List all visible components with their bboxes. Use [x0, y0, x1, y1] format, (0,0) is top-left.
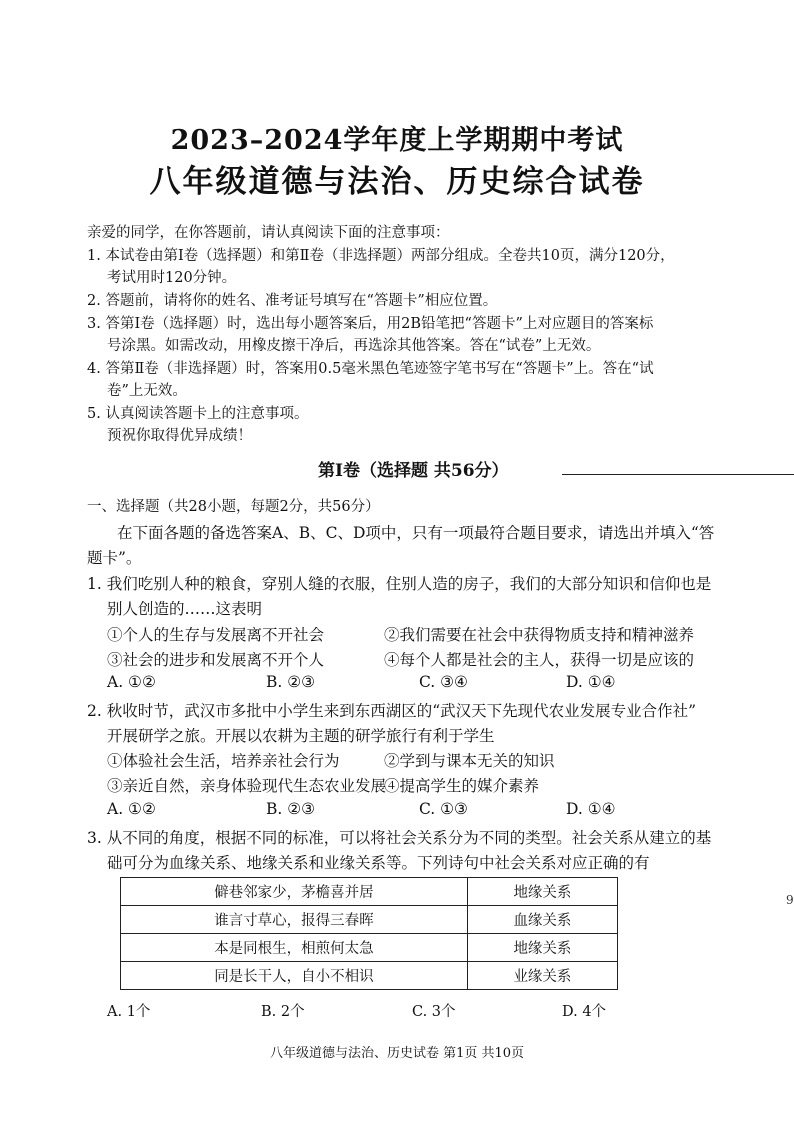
- notice-item-3: 3. 答第Ⅰ卷（选择题）时，选出每小题答案后，用2B铅笔把“答题卡”上对应题目的答案标: [87, 316, 654, 332]
- part-heading: 一、选择题（共28小题，每题2分，共56分）: [87, 499, 380, 515]
- notice-item-5: 5. 认真阅读答题卡上的注意事项。: [87, 406, 309, 422]
- poem-relation-table: [120, 877, 618, 990]
- question-stem: 础可分为血缘关系、地缘关系和业缘关系等。下列诗句中社会关系对应正确的有: [107, 854, 650, 872]
- relation-cell: 地缘关系: [467, 934, 617, 962]
- option-d: D. 4个: [562, 1004, 607, 1020]
- option-d: D. ①④: [566, 800, 616, 818]
- option-b: B. 2个: [261, 1004, 305, 1020]
- option-c: C. 3个: [412, 1004, 456, 1020]
- option-c: C. ①③: [419, 800, 468, 818]
- table-row: [121, 878, 618, 906]
- relation-cell: 业缘关系: [467, 962, 617, 990]
- option-a: A. 1个: [107, 1004, 151, 1020]
- question-stem: 3. 从不同的角度，根据不同的标准，可以将社会关系分为不同的类型。社会关系从建立的基: [87, 829, 712, 847]
- question-stem: 1. 我们吃别人种的粮食，穿别人缝的衣服，住别人造的房子，我们的大部分知识和信仰也是: [87, 575, 712, 593]
- option-b: B. ②③: [266, 673, 316, 691]
- notice-item-1: 1. 本试卷由第Ⅰ卷（选择题）和第Ⅱ卷（非选择题）两部分组成。全卷共10页，满分120分，: [87, 248, 675, 264]
- instruction-line-2: 题卡”。: [87, 549, 142, 567]
- question-stem: 2. 秋收时节，武汉市多批中小学生来到东西湖区的“武汉天下先现代农业发展专业合作社”: [87, 702, 697, 720]
- relation-cell: 地缘关系: [467, 878, 617, 906]
- page-footer: 八年级道德与法治、历史试卷 第1页 共10页: [269, 1046, 525, 1061]
- notice-item-3-cont: 号涂黑。如需改动，用橡皮擦干净后，再选涂其他答案。答在“试卷”上无效。: [107, 338, 601, 354]
- statement-3: ③亲近自然，亲身体验现代生态农业发展: [107, 777, 387, 795]
- notice-greeting: 亲爱的同学，在你答题前，请认真阅读下面的注意事项：: [87, 225, 450, 241]
- notice-wish: 预祝你取得优异成绩！: [107, 428, 252, 444]
- statement-1: ①个人的生存与发展离不开社会: [107, 626, 325, 644]
- instruction-line-1: 在下面各题的备选答案A、B、C、D项中，只有一项最符合题目要求，请选出并填入“答: [117, 524, 715, 542]
- notice-item-2: 2. 答题前，请将你的姓名、准考证号填写在“答题卡”相应位置。: [87, 293, 498, 309]
- section-title: 第Ⅰ卷（选择题 共56分）: [318, 461, 509, 481]
- section-rule: [562, 474, 794, 475]
- exam-title-year: 2023–2024学年度上学期期中考试: [170, 125, 624, 156]
- notice-item-1-cont: 考试用时120分钟。: [107, 270, 237, 286]
- poem-cell: 本是同根生，相煎何太急: [121, 934, 468, 962]
- poem-cell: 谁言寸草心，报得三春晖: [121, 906, 468, 934]
- statement-2: ②学到与课本无关的知识: [384, 752, 555, 770]
- option-a: A. ①②: [107, 800, 156, 818]
- question-stem: 别人创造的……这表明: [107, 600, 263, 618]
- notice-item-4: 4. 答第Ⅱ卷（非选择题）时，答案用0.5毫米黑色笔迹签字笔书写在“答题卡”上。答在“试: [87, 361, 654, 377]
- option-a: A. ①②: [107, 673, 156, 691]
- statement-3: ③社会的进步和发展离不开个人: [107, 651, 325, 669]
- option-c: C. ③④: [419, 673, 468, 691]
- statement-4: ④每个人都是社会的主人，获得一切是应该的: [384, 651, 695, 669]
- margin-mark: 9: [786, 893, 794, 907]
- exam-title-subject: 八年级道德与法治、历史综合试卷: [149, 164, 645, 200]
- relation-cell: 血缘关系: [467, 906, 617, 934]
- statement-4: ④提高学生的媒介素养: [384, 777, 540, 795]
- table-row: [121, 906, 618, 934]
- question-stem: 开展研学之旅。开展以农耕为主题的研学旅行有利于学生: [107, 727, 495, 745]
- option-b: B. ②③: [266, 800, 316, 818]
- statement-2: ②我们需要在社会中获得物质支持和精神滋养: [384, 626, 695, 644]
- poem-cell: 同是长干人，自小不相识: [121, 962, 468, 990]
- table-row: [121, 934, 618, 962]
- table-row: [121, 962, 618, 990]
- option-d: D. ①④: [566, 673, 616, 691]
- notice-item-4-cont: 卷”上无效。: [107, 383, 187, 399]
- poem-cell: 僻巷邻家少，茅檐喜并居: [121, 878, 468, 906]
- statement-1: ①体验社会生活，培养亲社会行为: [107, 752, 340, 770]
